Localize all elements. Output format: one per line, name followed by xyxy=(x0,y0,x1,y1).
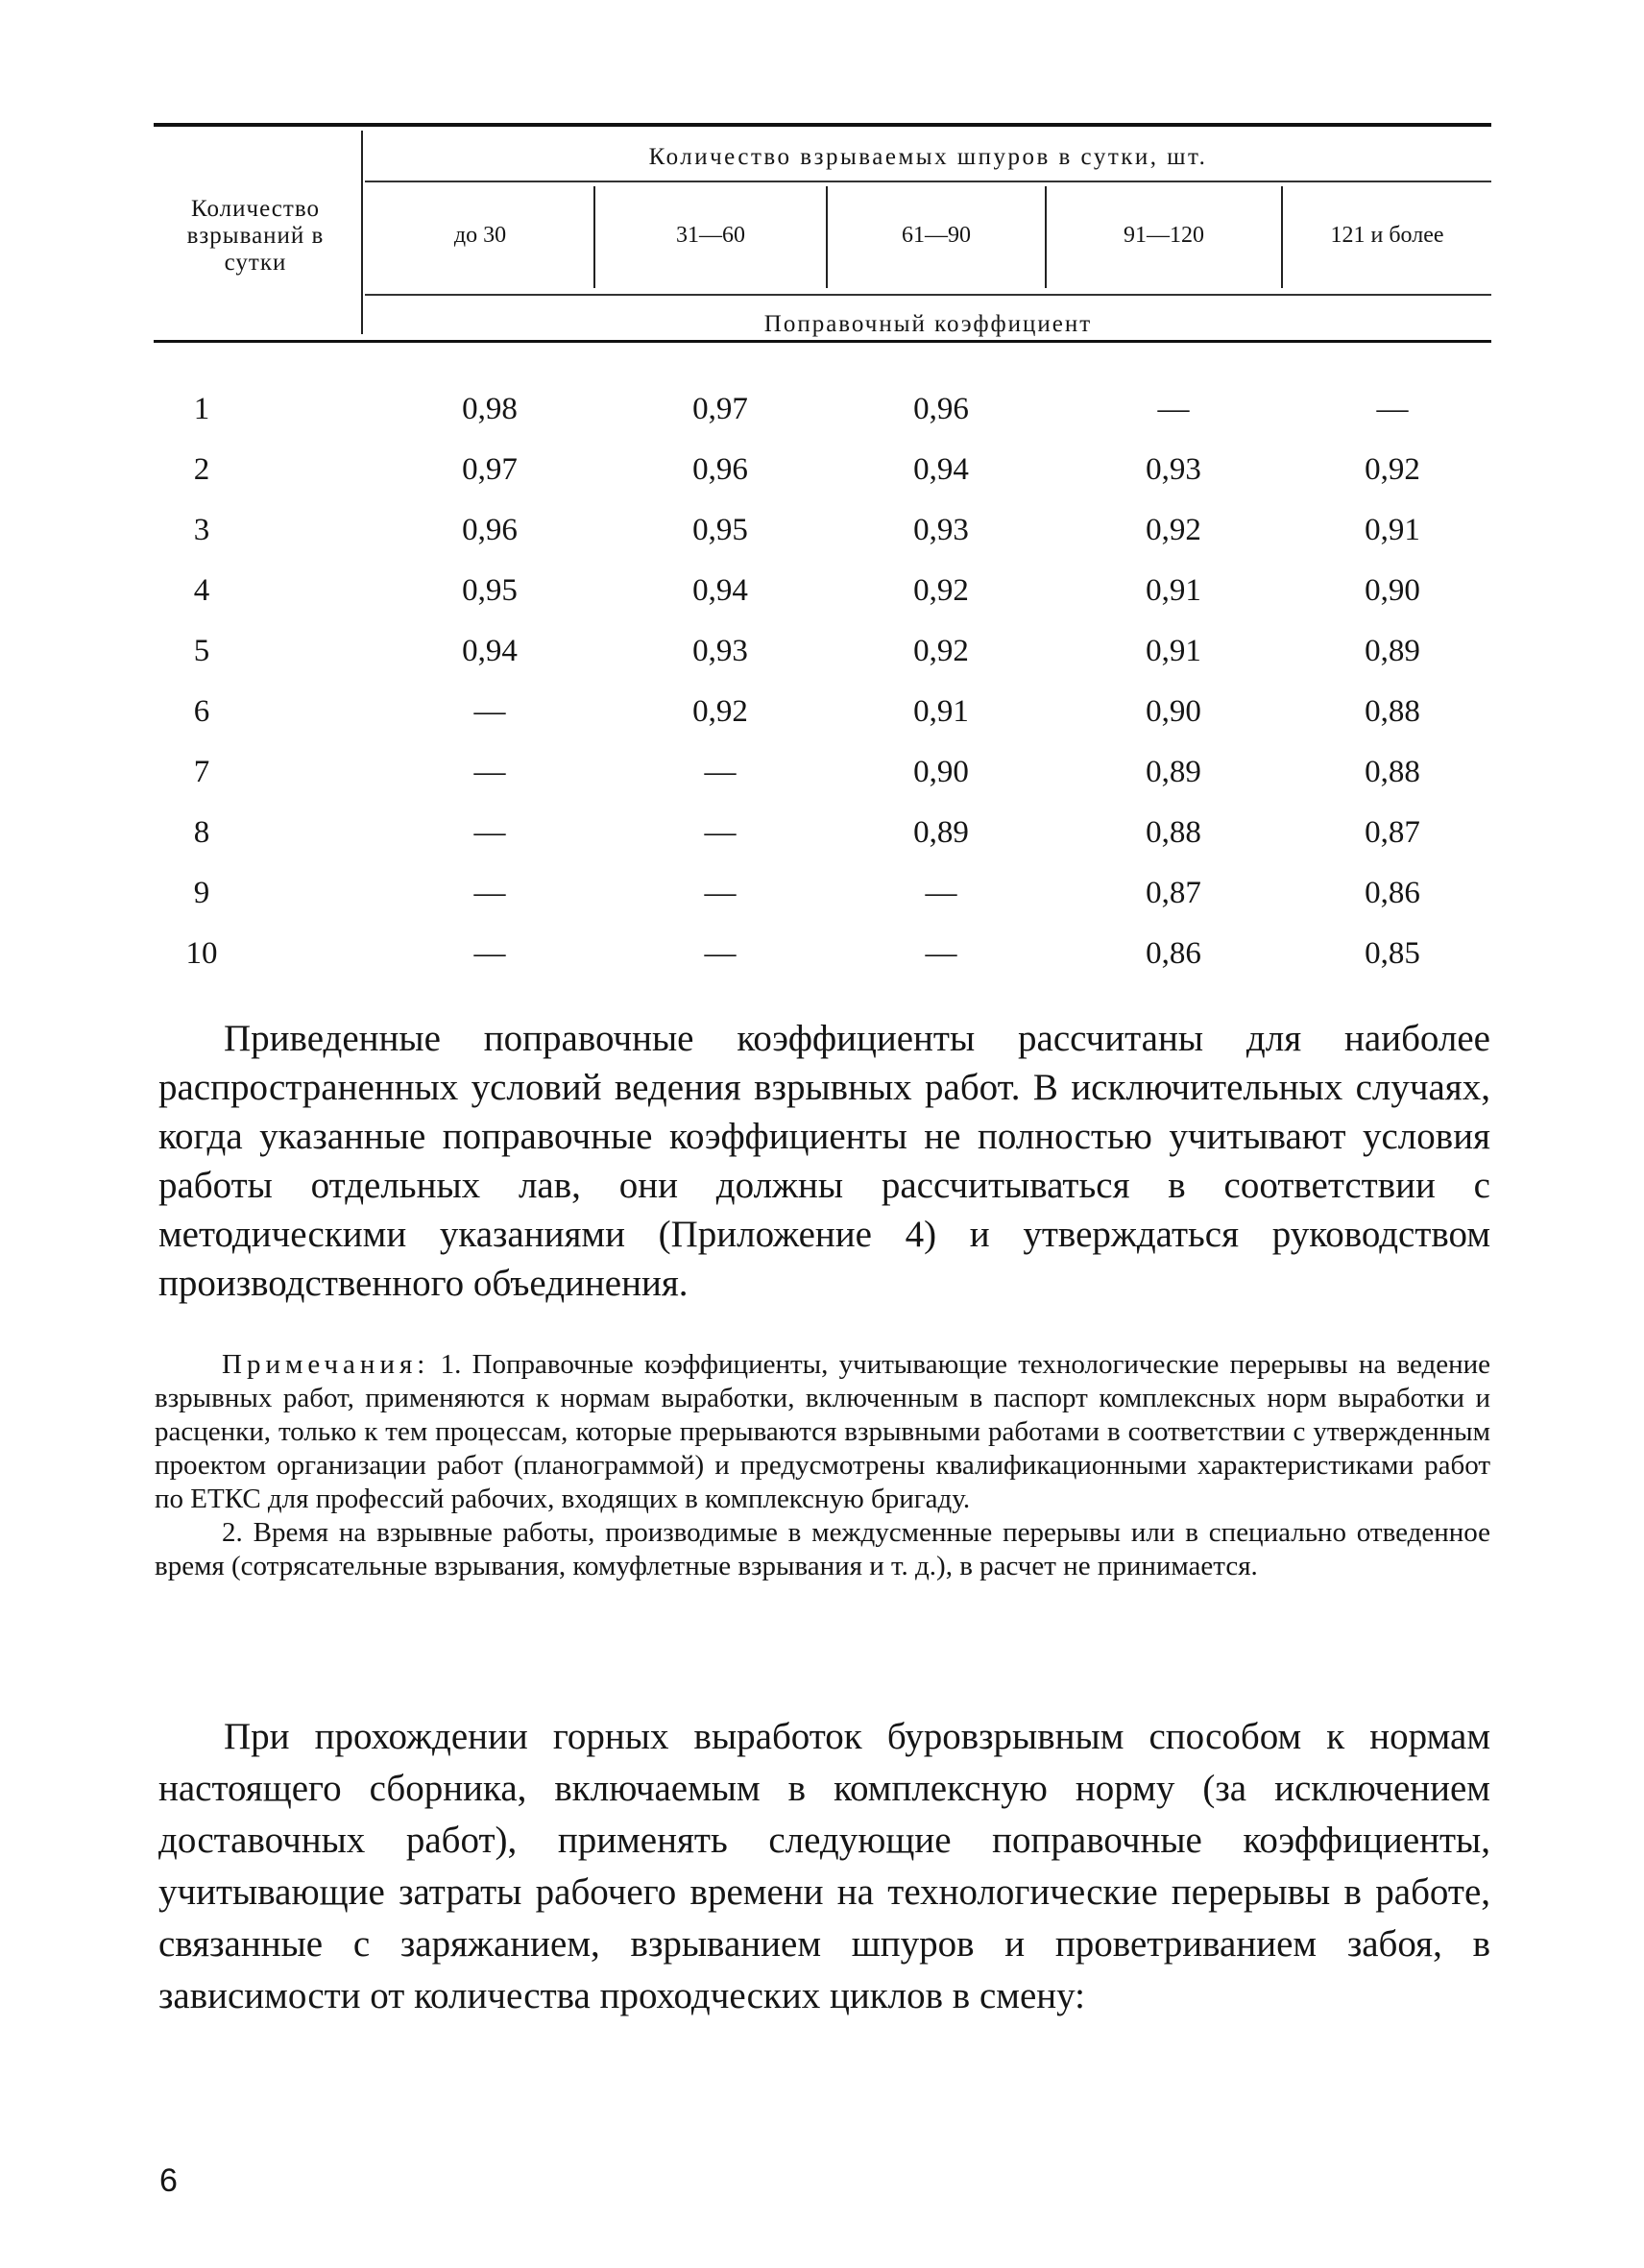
table-cell: 0,92 xyxy=(692,694,748,729)
note-1-text: 1. Поправочные коэффициенты, учитывающие технологические перерывы на ведение взрывных работ, применяются к нормам выработки, включенным в паспорт комплексных норм выработки и расценки, только к тем процессам, которые прерываются взрывными работами в соответствии с утвержденным проектом организации работ (планограммой) и предусмотрены квалификационными характеристиками работ по ЕТКС для профессий рабочих, входящих в комплексную бригаду. xyxy=(155,1349,1491,1514)
table-cell: 0,88 xyxy=(1146,815,1201,850)
table-cell: 0,92 xyxy=(913,634,969,668)
row-header-label: Количество взрываний в сутки xyxy=(186,196,325,276)
table-cell: — xyxy=(925,876,957,910)
table-cell: 0,97 xyxy=(462,452,518,487)
table-cell: 0,94 xyxy=(692,573,748,608)
row-number: 3 xyxy=(193,513,210,547)
table-cell: — xyxy=(704,876,737,910)
column-header-3: 61—90 xyxy=(902,223,971,248)
table-cell: 0,97 xyxy=(692,392,748,426)
table-cell: 0,92 xyxy=(913,573,969,608)
table-cell: 0,89 xyxy=(1365,634,1420,668)
page-number: 6 xyxy=(159,2162,178,2199)
table-cell: 0,95 xyxy=(462,573,518,608)
table-cell: 0,98 xyxy=(462,392,518,426)
table-cell: 0,95 xyxy=(692,513,748,547)
table-group-header-rule xyxy=(365,181,1491,182)
table-cell: — xyxy=(704,936,737,971)
table-cell: 0,96 xyxy=(913,392,969,426)
table-row xyxy=(154,923,1491,984)
table-row xyxy=(154,378,1491,440)
table-row xyxy=(154,499,1491,561)
table-row xyxy=(154,741,1491,803)
table-cell: 0,93 xyxy=(1146,452,1201,487)
row-number: 5 xyxy=(193,634,210,668)
table-row xyxy=(154,862,1491,924)
table-cell: 0,91 xyxy=(1146,573,1201,608)
row-number: 9 xyxy=(193,876,210,910)
row-number: 2 xyxy=(193,452,210,487)
column-header-4: 91—120 xyxy=(1124,223,1204,248)
table-cell: 0,89 xyxy=(913,815,969,850)
table-cell: 0,94 xyxy=(462,634,518,668)
row-number: 6 xyxy=(193,694,210,729)
table-cell: 0,88 xyxy=(1365,694,1420,729)
table-cell: — xyxy=(704,755,737,789)
table-row xyxy=(154,620,1491,682)
table-cell: 0,96 xyxy=(462,513,518,547)
table-cell: 0,96 xyxy=(692,452,748,487)
table-subheader-rule xyxy=(365,294,1491,296)
row-number: 7 xyxy=(193,755,210,789)
explanatory-paragraph: Приведенные поправочные коэффициенты рассчитаны для наиболее распространенных условий ведения взрывных работ. В исключительных случаях, когда указанные поправочные коэффициенты не полностью учитывают условия работы отдельных лав, они должны рассчитываться в соответствии с методическими указаниями (Приложение 4) и утверждаться руководством производственного объединения. xyxy=(158,1018,1490,1304)
table-cell: — xyxy=(473,936,506,971)
table-cell: 0,90 xyxy=(913,755,969,789)
table-row xyxy=(154,560,1491,621)
row-number: 4 xyxy=(193,573,210,608)
table-top-rule xyxy=(154,123,1491,127)
table-cell: 0,89 xyxy=(1146,755,1201,789)
table-cell: — xyxy=(473,694,506,729)
table-cell: 0,92 xyxy=(1365,452,1420,487)
table-cell: 0,93 xyxy=(692,634,748,668)
table-row xyxy=(154,439,1491,500)
table-cell: 0,86 xyxy=(1365,876,1420,910)
table-cell: — xyxy=(925,936,957,971)
table-cell: 0,91 xyxy=(1146,634,1201,668)
table-cell: — xyxy=(473,755,506,789)
table-row xyxy=(154,802,1491,863)
subheader-label: Поправочный коэффициент xyxy=(763,311,1093,337)
table-header-bottom-rule xyxy=(154,340,1491,343)
column-header-2: 31—60 xyxy=(676,223,745,248)
column-header-5: 121 и более xyxy=(1330,223,1444,248)
notes-block xyxy=(155,1348,1491,1583)
row-number: 1 xyxy=(193,392,210,426)
table-cell: 0,90 xyxy=(1365,573,1420,608)
table-cell: — xyxy=(1157,392,1190,426)
row-number: 10 xyxy=(185,936,218,971)
table-row xyxy=(154,681,1491,742)
table-cell: 0,87 xyxy=(1365,815,1420,850)
note-1 xyxy=(155,1348,1490,1516)
row-number: 8 xyxy=(193,815,210,850)
table-cell: 0,91 xyxy=(913,694,969,729)
table-cell: 0,90 xyxy=(1146,694,1201,729)
table-cell: 0,87 xyxy=(1146,876,1201,910)
table-cell: 0,85 xyxy=(1365,936,1420,971)
table-cell: 0,88 xyxy=(1365,755,1420,789)
table-row-label-divider xyxy=(361,131,363,334)
table-cell: 0,92 xyxy=(1146,513,1201,547)
table-cell: 0,93 xyxy=(913,513,969,547)
table-cell: — xyxy=(1376,392,1409,426)
note-2: 2. Время на взрывные работы, производимые в междусменные перерывы или в специально отведенное время (сотрясательные взрывания, комуфлетные взрывания и т. д.), в расчет не принимается. xyxy=(155,1517,1490,1581)
table-cell: — xyxy=(704,815,737,850)
instruction-paragraph: При прохождении горных выработок буровзрывным способом к нормам настоящего сборника, включаемым в комплексную норму (за исключением доставочных работ), применять следующие поправочные коэффициенты, учитывающие затраты рабочего времени на технологические перерывы в работе, связанные с заряжанием, взрыванием шпуров и проветриванием забоя, в зависимости от количества проходческих циклов в смену: xyxy=(158,1716,1490,2016)
table-cell: — xyxy=(473,815,506,850)
table-cell: 0,86 xyxy=(1146,936,1201,971)
group-header-label: Количество взрываемых шпуров в сутки, шт. xyxy=(648,144,1208,170)
column-header-1: до 30 xyxy=(453,223,507,248)
table-cell: 0,91 xyxy=(1365,513,1420,547)
notes-label: Примечания: xyxy=(222,1349,430,1380)
table-cell: 0,94 xyxy=(913,452,969,487)
table-cell: — xyxy=(473,876,506,910)
